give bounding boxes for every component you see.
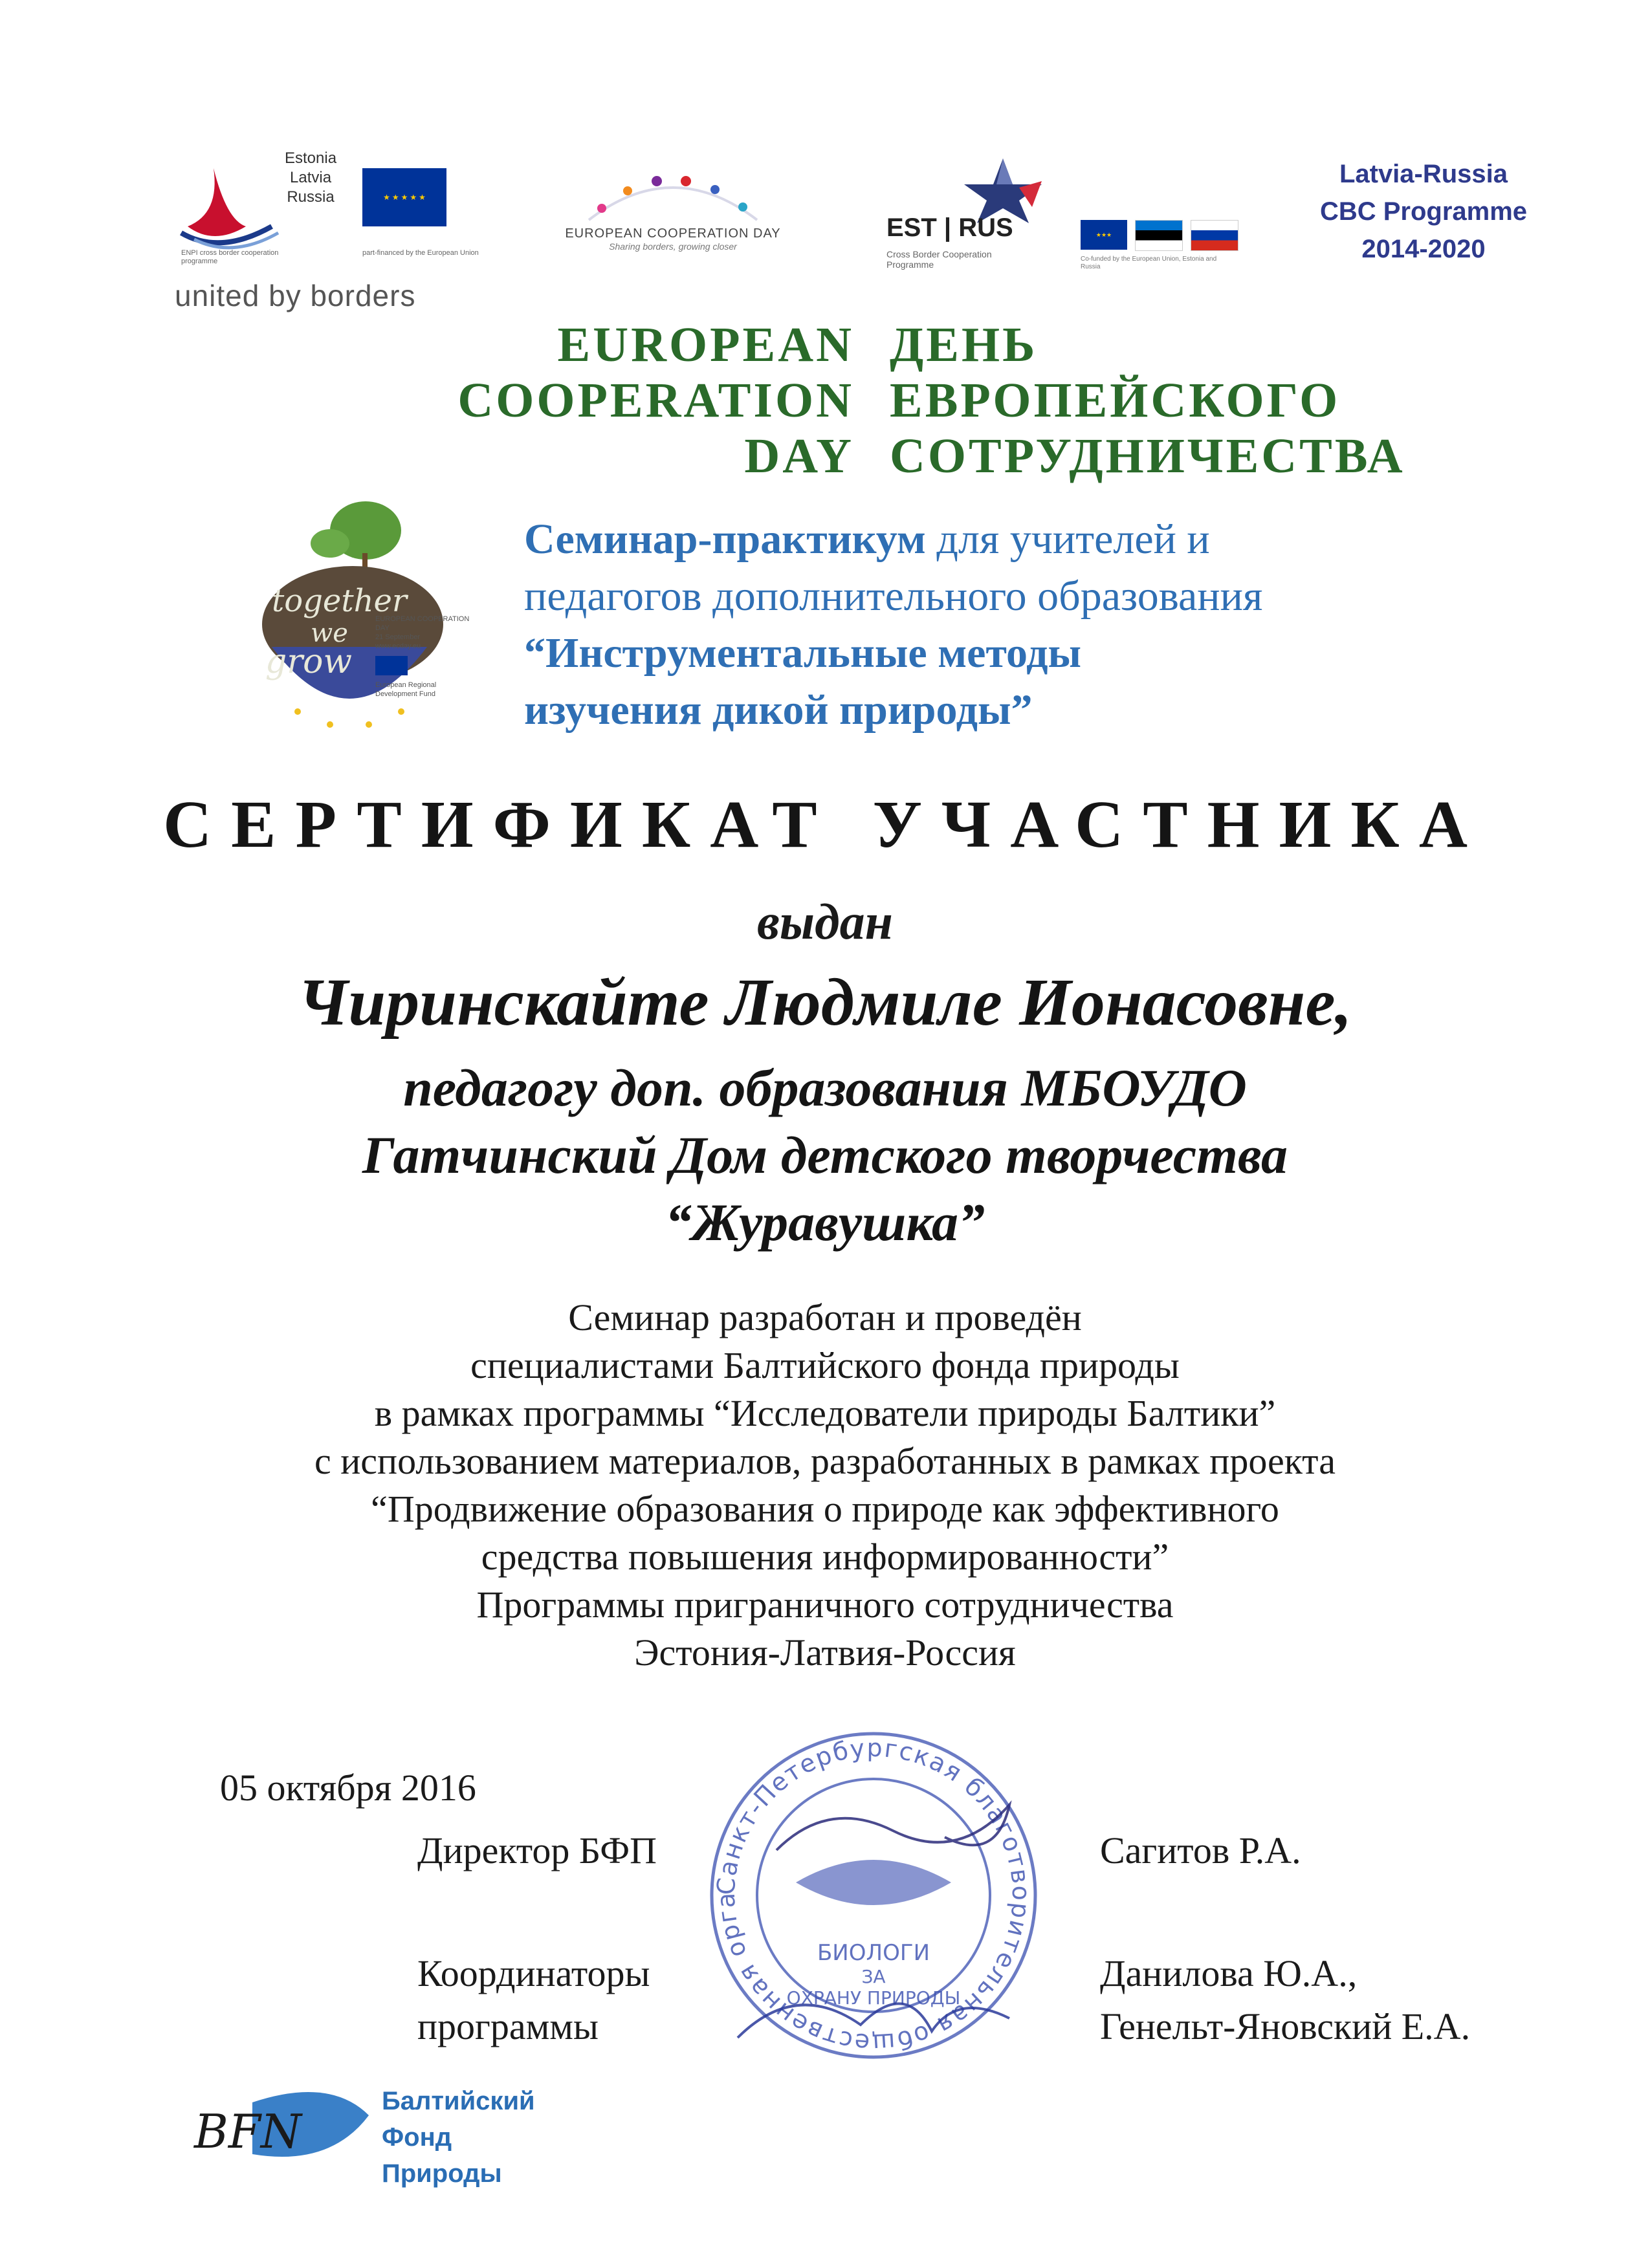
ecd-arc-icon	[576, 168, 770, 226]
coordinator-name: Генельт-Яновский Е.А.	[1100, 2005, 1471, 2047]
position-line: “Журавушка”	[665, 1193, 985, 1252]
recipient-position	[0, 1054, 1650, 1256]
acorn-text: grow	[265, 642, 352, 681]
description-line: Эстония-Латвия-Россия	[634, 1631, 1016, 1674]
acorn-side-line: European Regional Development Fund	[375, 681, 437, 698]
recipient-name: Чиринскайте Людмиле Ионасовне,	[298, 965, 1352, 1040]
acorn-side-line: www.ecday.eu	[375, 642, 421, 650]
coordinators-label-line: Координаторы	[417, 1952, 650, 1994]
bfn-mark: BFN	[194, 2104, 302, 2159]
lvru-line3: 2014-2020	[1361, 235, 1486, 263]
certificate-title: СЕРТИФИКАТ УЧАСТНИКА	[163, 787, 1487, 862]
eelv-logo	[175, 129, 479, 323]
position-line: педагогу доп. образования МБОУДО	[403, 1058, 1247, 1117]
estrus-title: EST | RUS	[886, 213, 1013, 242]
issued-label: выдан	[757, 893, 893, 950]
lvru-line1: Latvia-Russia	[1339, 160, 1508, 188]
russia-flag	[1191, 220, 1238, 251]
estrus-flags	[1081, 220, 1238, 251]
director-label: Директор БФП	[417, 1829, 657, 1871]
stamp-center-text: ОХРАНУ ПРИРОДЫ	[786, 1987, 961, 2009]
bfn-name-line: Фонд	[382, 2123, 452, 2152]
description	[0, 1294, 1650, 1677]
bfn-name-line: Балтийский	[382, 2087, 535, 2115]
description-line: Программы приграничного сотрудничества	[476, 1584, 1174, 1626]
acorn-text: we	[311, 618, 348, 648]
bfn-name-line: Природы	[382, 2159, 502, 2188]
organization-stamp	[699, 1721, 1048, 2070]
headline-en-line: COOPERATION	[457, 373, 854, 428]
bfn-leaf-icon	[188, 2077, 375, 2199]
acorn-side-line: EUROPEAN COOPERATION DAY	[375, 615, 470, 632]
estrus-program-text: Cross Border Cooperation Programme	[886, 249, 992, 270]
acorn-side-text	[375, 615, 472, 699]
description-line: средства повышения информированности”	[481, 1536, 1169, 1578]
headline-ru-line: ДЕНЬ	[890, 318, 1038, 372]
united-by-borders: united by borders	[175, 279, 416, 312]
ecd-logo	[531, 168, 815, 265]
acorn-text: together	[272, 583, 407, 619]
eelv-program-text: ENPI cross border cooperation programme	[181, 249, 279, 265]
headline-ru-line: ЕВРОПЕЙСКОГО	[890, 373, 1341, 428]
eelv-countries: Estonia Latvia Russia	[285, 149, 337, 206]
coordinators-label	[417, 1947, 650, 2053]
bfn-logo	[188, 2077, 641, 2206]
eelv-swoosh-icon	[175, 142, 285, 252]
eu-flag: ★ ★ ★ ★ ★	[362, 168, 446, 226]
headline-russian	[890, 317, 1405, 484]
acorn-side-line: 21 September	[375, 633, 421, 641]
eu-flag-small: ★★★	[1081, 220, 1127, 250]
seminar-line: изучения дикой природы”	[524, 686, 1033, 734]
eu-flag-mini	[375, 656, 408, 675]
headline-ru-line: СОТРУДНИЧЕСТВА	[890, 429, 1405, 483]
description-line: в рамках программы “Исследователи природы Балтики”	[374, 1392, 1276, 1434]
eelv-financed-text: part-financed by the European Union	[362, 249, 479, 257]
ecd-subtitle: Sharing borders, growing closer	[609, 241, 737, 252]
seminar-line: педагогов дополнительного образования	[524, 572, 1263, 620]
coordinators-names	[1100, 1947, 1470, 2053]
issue-date: 05 октября 2016	[220, 1767, 476, 1809]
stamp-center-text: БИОЛОГИ	[817, 1940, 930, 1966]
headline-english	[457, 317, 854, 484]
description-line: Семинар разработан и проведён	[568, 1296, 1082, 1338]
seminar-title	[524, 511, 1559, 739]
coordinators-label-line: программы	[417, 2005, 599, 2047]
description-line: с использованием материалов, разработанных в рамках проекта	[314, 1440, 1336, 1482]
seminar-rest: для учителей и	[925, 516, 1210, 563]
seminar-bold: Семинар-практикум	[524, 516, 926, 563]
description-line: “Продвижение образования о природе как эффективного	[371, 1488, 1279, 1530]
bfn-name	[382, 2083, 535, 2192]
coordinator-name: Данилова Ю.А.,	[1100, 1952, 1358, 1994]
lvru-line2: CBC Programme	[1319, 197, 1528, 226]
headline-en-line: DAY	[744, 429, 854, 483]
lvru-logo	[1275, 155, 1572, 268]
stamp-icon	[699, 1721, 1048, 2070]
estrus-logo	[886, 155, 1223, 285]
estonia-flag	[1135, 220, 1183, 251]
director-name: Сагитов Р.А.	[1100, 1829, 1301, 1871]
position-line: Гатчинский Дом детского творчества	[362, 1126, 1288, 1184]
ecd-title: EUROPEAN COOPERATION DAY	[565, 226, 781, 241]
headline-en-line: EUROPEAN	[557, 318, 854, 372]
estrus-funding-text: Co-funded by the European Union, Estonia and Russia	[1081, 256, 1217, 270]
description-line: специалистами Балтийского фонда природы	[470, 1344, 1180, 1386]
seminar-line: “Инструментальные методы	[524, 629, 1082, 677]
stamp-center-text: ЗА	[861, 1966, 886, 1987]
stamp-ring-text: Санкт-Петербургская благотворительная общественная орга	[711, 1733, 1036, 2058]
